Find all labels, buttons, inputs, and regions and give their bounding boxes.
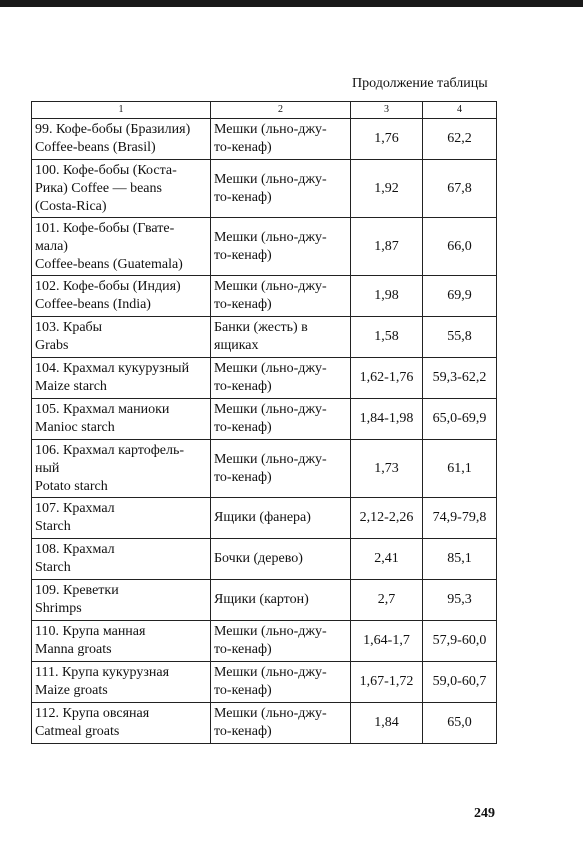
product-name-cell: 111. Крупа кукурузная Maize groats [32, 662, 211, 703]
table-row [32, 539, 497, 580]
product-name-cell: 108. Крахмал Starch [32, 539, 211, 580]
table-body [32, 119, 497, 744]
table-row [32, 119, 497, 160]
column-3-value-cell: 1,64-1,7 [351, 621, 423, 662]
product-name-cell: 99. Кофе-бобы (Бразилия) Coffee-beans (Brasil) [32, 119, 211, 160]
column-3-value-cell: 1,73 [351, 440, 423, 498]
table-row [32, 440, 497, 498]
product-name-cell: 100. Кофе-бобы (Коста- Рика) Coffee — beans (Costa-Rica) [32, 160, 211, 218]
column-4-value-cell: 65,0 [423, 703, 497, 744]
column-3-value-cell: 1,84-1,98 [351, 399, 423, 440]
column-4-value-cell: 66,0 [423, 218, 497, 276]
column-4-value-cell: 65,0-69,9 [423, 399, 497, 440]
packaging-cell: Мешки (льно-джу- то-кенаф) [211, 621, 351, 662]
product-name-cell: 106. Крахмал картофель- ный Potato starch [32, 440, 211, 498]
column-number-row [32, 102, 497, 119]
table-row [32, 703, 497, 744]
packaging-cell: Мешки (льно-джу- то-кенаф) [211, 399, 351, 440]
column-number-2: 2 [211, 102, 351, 119]
product-name-cell: 109. Креветки Shrimps [32, 580, 211, 621]
column-4-value-cell: 59,0-60,7 [423, 662, 497, 703]
table-row [32, 498, 497, 539]
packaging-cell: Мешки (льно-джу- то-кенаф) [211, 160, 351, 218]
column-3-value-cell: 1,87 [351, 218, 423, 276]
packaging-cell: Мешки (льно-джу- то-кенаф) [211, 358, 351, 399]
column-3-value-cell: 1,76 [351, 119, 423, 160]
packaging-cell: Ящики (картон) [211, 580, 351, 621]
table-row [32, 160, 497, 218]
product-name-cell: 102. Кофе-бобы (Индия) Coffee-beans (India) [32, 276, 211, 317]
column-4-value-cell: 69,9 [423, 276, 497, 317]
product-name-cell: 103. Крабы Grabs [32, 317, 211, 358]
packaging-cell: Банки (жесть) в ящиках [211, 317, 351, 358]
product-name-cell: 101. Кофе-бобы (Гвате- мала) Coffee-beans (Guatemala) [32, 218, 211, 276]
column-4-value-cell: 95,3 [423, 580, 497, 621]
packaging-cell: Бочки (дерево) [211, 539, 351, 580]
table-row [32, 358, 497, 399]
column-number-4: 4 [423, 102, 497, 119]
table-row [32, 621, 497, 662]
column-3-value-cell: 2,7 [351, 580, 423, 621]
column-3-value-cell: 1,98 [351, 276, 423, 317]
page-number: 249 [474, 806, 495, 821]
product-name-cell: 105. Крахмал маниоки Manioc starch [32, 399, 211, 440]
column-3-value-cell: 1,62-1,76 [351, 358, 423, 399]
top-rule [0, 0, 583, 7]
column-3-value-cell: 1,67-1,72 [351, 662, 423, 703]
table-row [32, 399, 497, 440]
column-3-value-cell: 1,58 [351, 317, 423, 358]
table-row [32, 580, 497, 621]
product-name-cell: 110. Крупа манная Manna groats [32, 621, 211, 662]
product-name-cell: 107. Крахмал Starch [32, 498, 211, 539]
table-row [32, 218, 497, 276]
column-4-value-cell: 85,1 [423, 539, 497, 580]
column-number-3: 3 [351, 102, 423, 119]
packaging-cell: Мешки (льно-джу- то-кенаф) [211, 662, 351, 703]
table-row [32, 276, 497, 317]
column-number-1: 1 [32, 102, 211, 119]
product-name-cell: 104. Крахмал кукурузный Maize starch [32, 358, 211, 399]
packaging-cell: Мешки (льно-джу- то-кенаф) [211, 703, 351, 744]
packaging-cell: Мешки (льно-джу- то-кенаф) [211, 119, 351, 160]
column-4-value-cell: 57,9-60,0 [423, 621, 497, 662]
product-name-cell: 112. Крупа овсяная Catmeal groats [32, 703, 211, 744]
column-3-value-cell: 1,84 [351, 703, 423, 744]
table-row [32, 662, 497, 703]
packaging-cell: Ящики (фанера) [211, 498, 351, 539]
column-3-value-cell: 2,12-2,26 [351, 498, 423, 539]
packaging-cell: Мешки (льно-джу- то-кенаф) [211, 276, 351, 317]
column-4-value-cell: 59,3-62,2 [423, 358, 497, 399]
column-4-value-cell: 74,9-79,8 [423, 498, 497, 539]
column-4-value-cell: 62,2 [423, 119, 497, 160]
column-4-value-cell: 61,1 [423, 440, 497, 498]
column-4-value-cell: 67,8 [423, 160, 497, 218]
column-3-value-cell: 2,41 [351, 539, 423, 580]
data-table [31, 101, 497, 744]
column-3-value-cell: 1,92 [351, 160, 423, 218]
table-row [32, 317, 497, 358]
column-4-value-cell: 55,8 [423, 317, 497, 358]
packaging-cell: Мешки (льно-джу- то-кенаф) [211, 218, 351, 276]
packaging-cell: Мешки (льно-джу- то-кенаф) [211, 440, 351, 498]
table-continuation-label: Продолжение таблицы [352, 76, 488, 91]
